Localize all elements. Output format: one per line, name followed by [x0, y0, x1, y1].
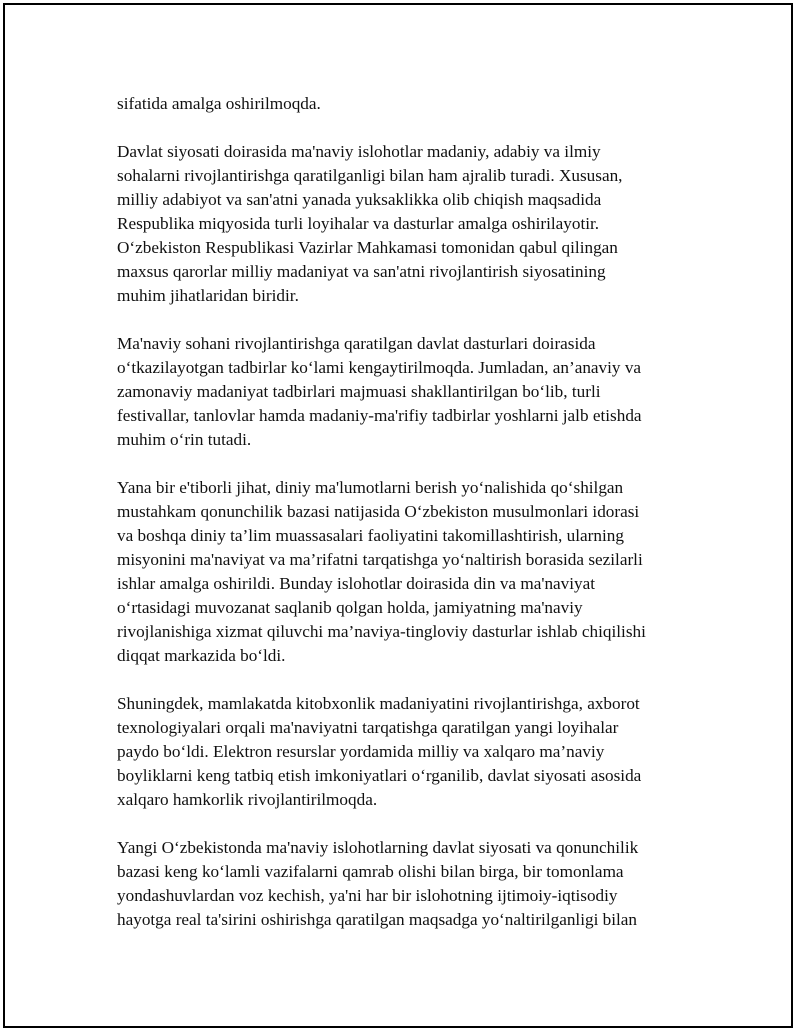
paragraph: [117, 836, 697, 932]
text-line: o‘rtasidagi muvozanat saqlanib qolgan holda, jamiyatning ma'naviy: [117, 598, 583, 617]
text-line: sifatida amalga oshirilmoqda.: [117, 94, 321, 113]
text-line: festivallar, tanlovlar hamda madaniy-ma'rifiy tadbirlar yoshlarni jalb etishda: [117, 406, 642, 425]
text-line: Respublika miqyosida turli loyihalar va dasturlar amalga oshirilayotir.: [117, 214, 600, 233]
text-line: diqqat markazida bo‘ldi.: [117, 646, 286, 665]
document-body: [117, 92, 697, 956]
text-line: o‘tkazilayotgan tadbirlar ko‘lami kengaytirilmoqda. Jumladan, an’anaviy va: [117, 358, 642, 377]
paragraph: [117, 476, 697, 668]
text-line: Yana bir e'tiborli jihat, diniy ma'lumotlarni berish yo‘nalishida qo‘shilgan: [117, 478, 624, 497]
text-line: Davlat siyosati doirasida ma'naviy islohotlar madaniy, adabiy va ilmiy: [117, 142, 601, 161]
text-line: boyliklarni keng tatbiq etish imkoniyatlari o‘rganilib, davlat siyosati asosida: [117, 766, 642, 785]
text-line: O‘zbekiston Respublikasi Vazirlar Mahkamasi tomonidan qabul qilingan: [117, 238, 618, 257]
paragraph: [117, 332, 697, 452]
text-line: va boshqa diniy ta’lim muassasalari faoliyatini takomillashtirish, ularning: [117, 526, 624, 545]
text-line: muhim jihatlaridan biridir.: [117, 286, 299, 305]
text-line: ishlar amalga oshirildi. Bunday islohotlar doirasida din va ma'naviyat: [117, 574, 596, 593]
text-line: Yangi O‘zbekistonda ma'naviy islohotlarning davlat siyosati va qonunchilik: [117, 838, 639, 857]
text-line: misyonini ma'naviyat va ma’rifatni tarqatishga yo‘naltirish borasida sezilarli: [117, 550, 643, 569]
text-line: yondashuvlardan voz kechish, ya'ni har bir islohotning ijtimoiy-iqtisodiy: [117, 886, 618, 905]
text-line: sohalarni rivojlantirishga qaratilganligi bilan ham ajralib turadi. Xususan,: [117, 166, 623, 185]
text-line: bazasi keng ko‘lamli vazifalarni qamrab olishi bilan birga, bir tomonlama: [117, 862, 624, 881]
text-line: muhim o‘rin tutadi.: [117, 430, 252, 449]
text-line: texnologiyalari orqali ma'naviyatni tarqatishga qaratilgan yangi loyihalar: [117, 718, 619, 737]
text-line: maxsus qarorlar milliy madaniyat va san'atni rivojlantirish siyosatining: [117, 262, 606, 281]
text-line: xalqaro hamkorlik rivojlantirilmoqda.: [117, 790, 378, 809]
text-line: Ma'naviy sohani rivojlantirishga qaratilgan davlat dasturlari doirasida: [117, 334, 596, 353]
text-line: Shuningdek, mamlakatda kitobxonlik madaniyatini rivojlantirishga, axborot: [117, 694, 640, 713]
text-line: hayotga real ta'sirini oshirishga qaratilgan maqsadga yo‘naltirilganligi bilan: [117, 910, 638, 929]
text-line: mustahkam qonunchilik bazasi natijasida O‘zbekiston musulmonlari idorasi: [117, 502, 640, 521]
paragraph: [117, 140, 697, 308]
text-line: rivojlanishiga xizmat qiluvchi ma’naviya-tingloviy dasturlar ishlab chiqilishi: [117, 622, 646, 641]
text-line: milliy adabiyot va san'atni yanada yuksaklikka olib chiqish maqsadida: [117, 190, 602, 209]
paragraph: [117, 92, 697, 116]
paragraph: [117, 692, 697, 812]
text-line: paydo bo‘ldi. Elektron resurslar yordamida milliy va xalqaro ma’naviy: [117, 742, 605, 761]
text-line: zamonaviy madaniyat tadbirlari majmuasi shakllantirilgan bo‘lib, turli: [117, 382, 601, 401]
